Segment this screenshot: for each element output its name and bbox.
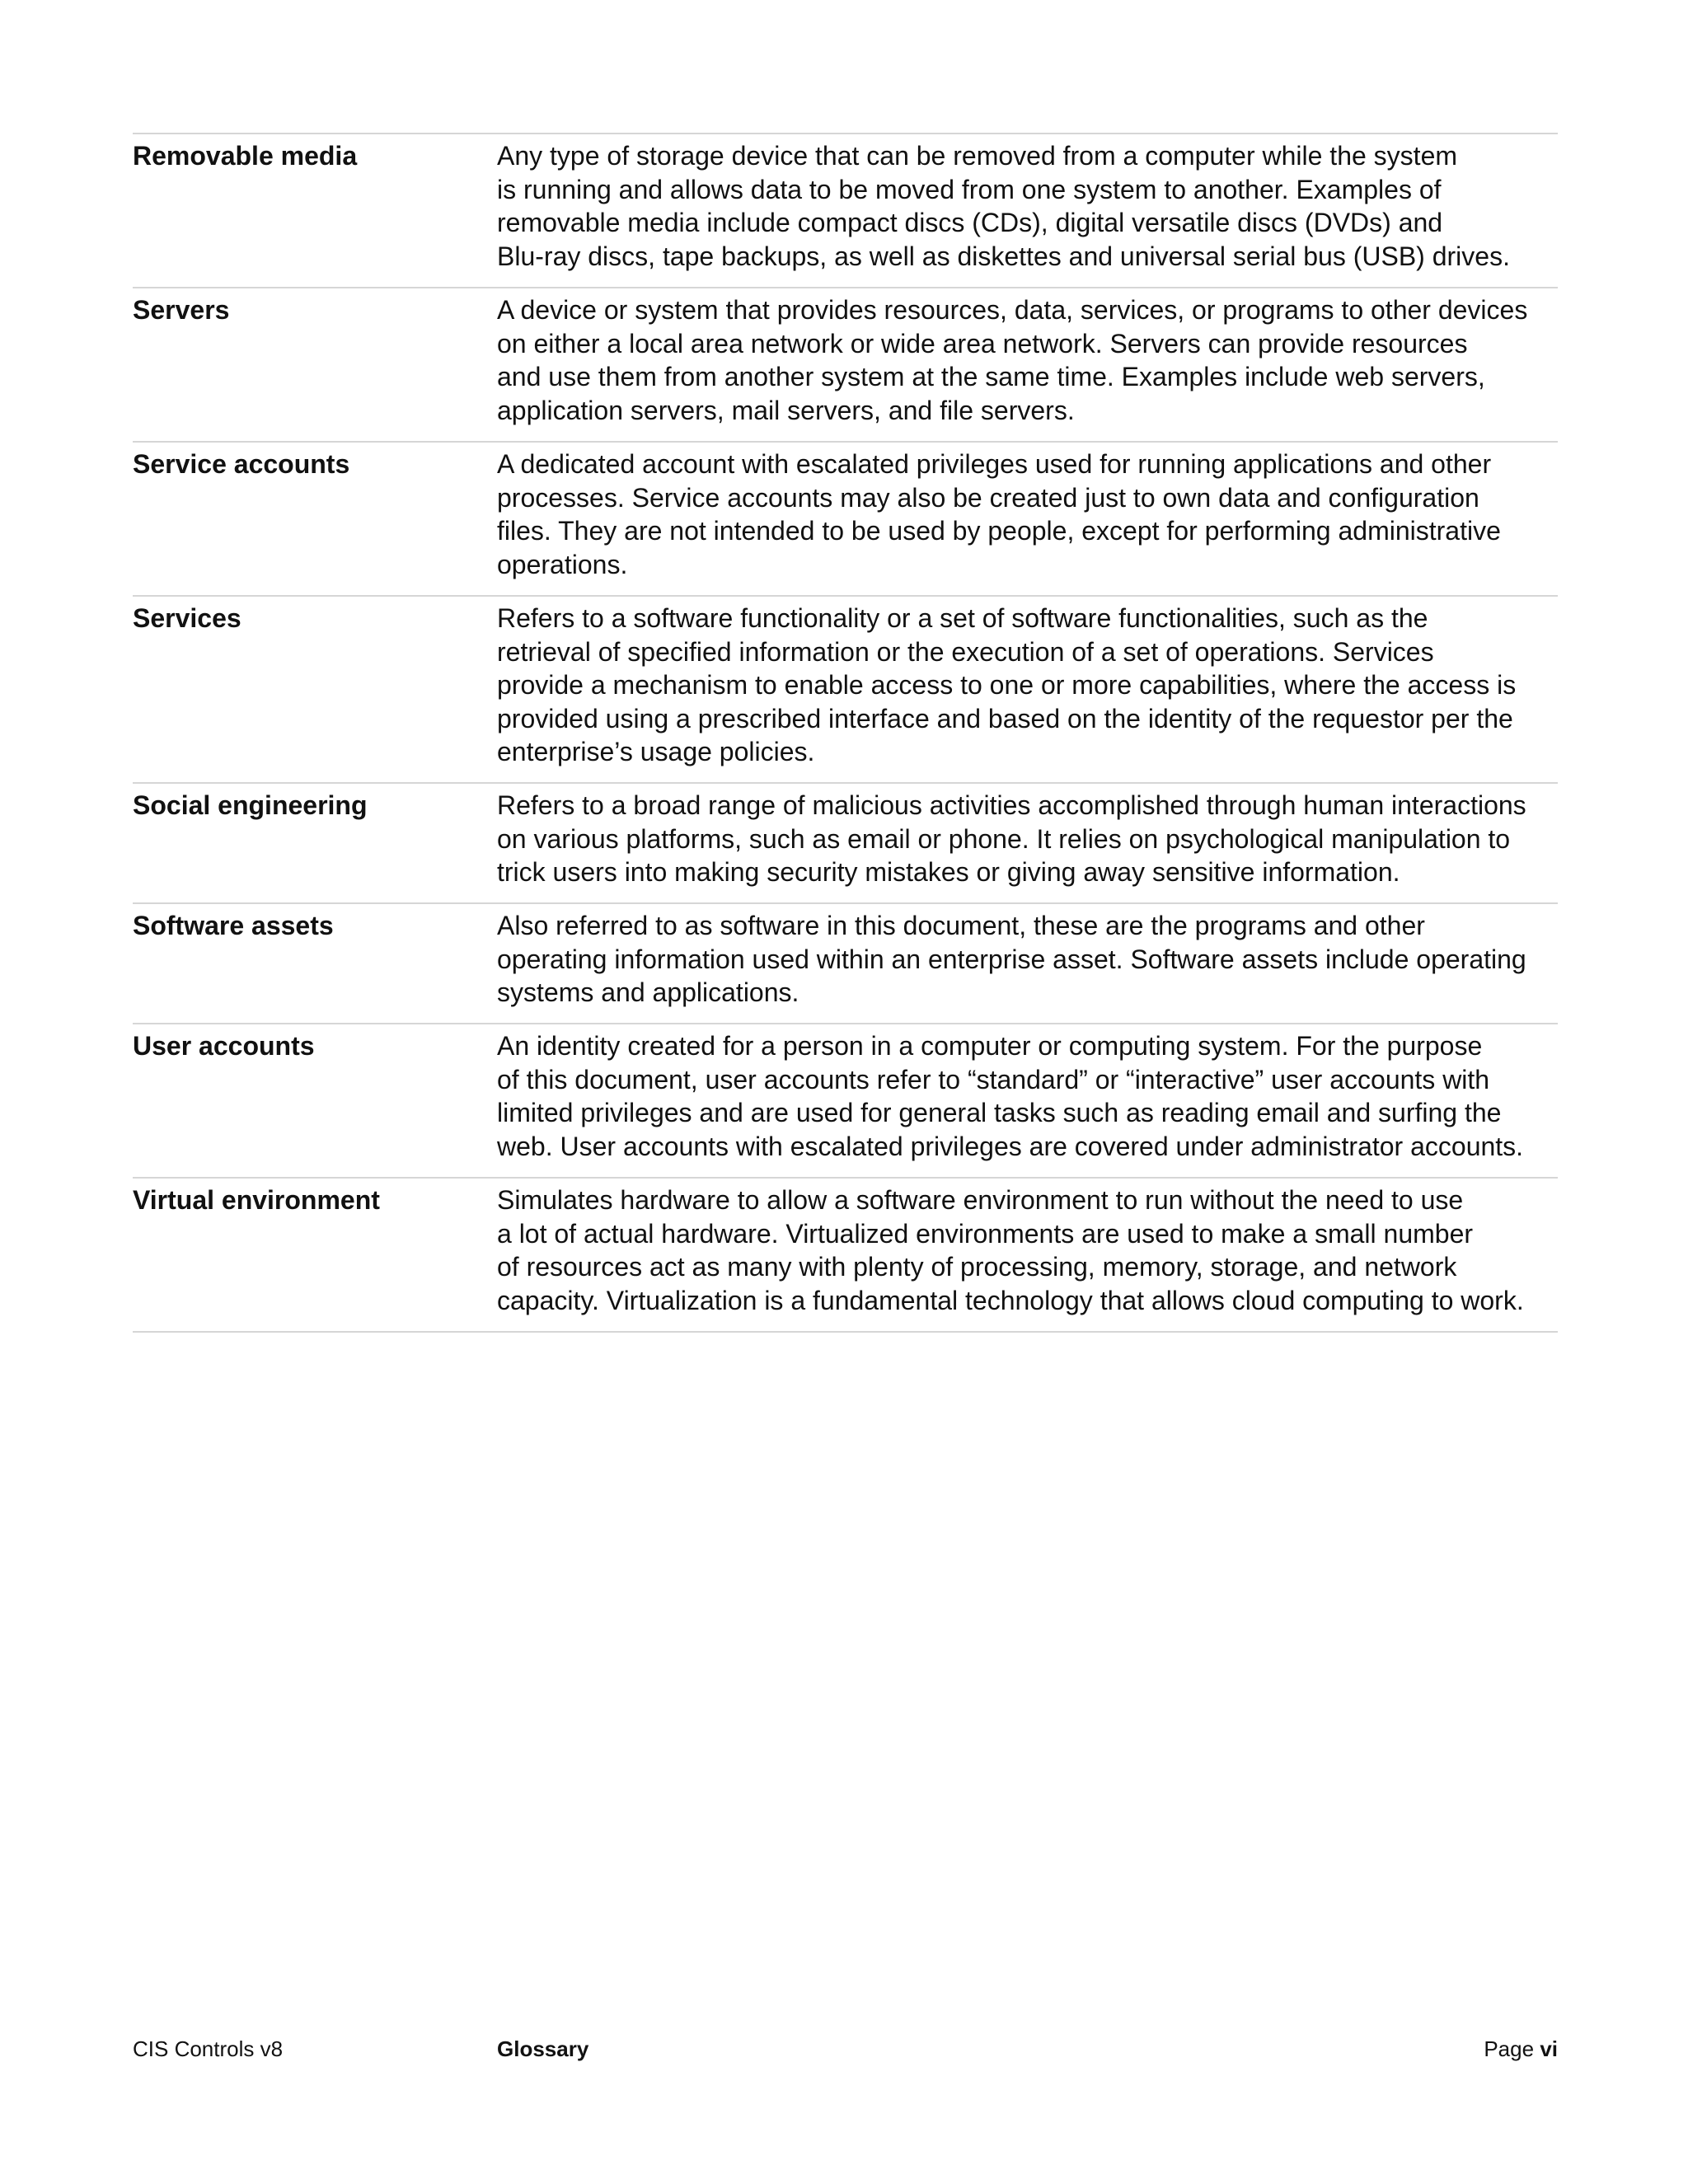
definition-line: application servers, mail servers, and file servers. bbox=[497, 395, 1075, 425]
definition-line: a lot of actual hardware. Virtualized environments are used to make a small number bbox=[497, 1218, 1474, 1249]
definition-line: of this document, user accounts refer to “standard” or “interactive” user accounts with bbox=[497, 1064, 1490, 1094]
definition-line: and use them from another system at the same time. Examples include web servers, bbox=[497, 362, 1485, 391]
footer-document-title: CIS Controls v8 bbox=[133, 2036, 284, 2061]
glossary-definition bbox=[497, 1029, 1558, 1177]
footer-page-label: Page bbox=[1484, 2036, 1535, 2061]
definition-line: capacity. Virtualization is a fundamental technology that allows cloud computing to work. bbox=[497, 1285, 1524, 1315]
definition-line: web. User accounts with escalated privileges are covered under administrator accounts. bbox=[497, 1131, 1524, 1161]
glossary-term: Services bbox=[133, 603, 241, 633]
definition-line: processes. Service accounts may also be created just to own data and configuration bbox=[497, 482, 1479, 513]
glossary-term: User accounts bbox=[133, 1031, 315, 1061]
glossary-definition bbox=[497, 602, 1558, 782]
definition-line: An identity created for a person in a computer or computing system. For the purpose bbox=[497, 1031, 1483, 1061]
footer-section-title: Glossary bbox=[497, 2036, 589, 2061]
glossary-definition bbox=[497, 293, 1558, 441]
definition-line: Also referred to as software in this document, these are the programs and other bbox=[497, 911, 1425, 940]
glossary-table bbox=[133, 133, 1558, 1333]
page-footer bbox=[133, 2032, 1558, 2065]
definition-line: retrieval of specified information or the execution of a set of operations. Services bbox=[497, 636, 1434, 667]
definition-line: of resources act as many with plenty of processing, memory, storage, and network bbox=[497, 1252, 1457, 1282]
definition-line: trick users into making security mistakes or giving away sensitive information. bbox=[497, 857, 1400, 887]
definition-line: provide a mechanism to enable access to one or more capabilities, where the access is bbox=[497, 670, 1517, 700]
glossary-definition bbox=[497, 909, 1558, 1023]
definition-line: enterprise’s usage policies. bbox=[497, 737, 815, 766]
definition-line: is running and allows data to be moved from one system to another. Examples of bbox=[497, 174, 1442, 204]
glossary-definition bbox=[497, 1183, 1558, 1331]
glossary-term: Software assets bbox=[133, 911, 334, 940]
glossary-entry bbox=[133, 288, 1558, 443]
glossary-definition bbox=[497, 448, 1558, 595]
glossary-entry bbox=[133, 1024, 1558, 1179]
definition-line: files. They are not intended to be used by people, except for performing administrative bbox=[497, 516, 1501, 546]
glossary-entry bbox=[133, 784, 1558, 904]
glossary-definition bbox=[497, 139, 1558, 287]
definition-line: Refers to a software functionality or a set of software functionalities, such as the bbox=[497, 603, 1428, 633]
glossary-term: Virtual environment bbox=[133, 1185, 380, 1215]
glossary-definition bbox=[497, 789, 1558, 902]
definition-line: Refers to a broad range of malicious activities accomplished through human interactions bbox=[497, 790, 1526, 820]
glossary-term: Social engineering bbox=[133, 790, 368, 820]
footer-page-number bbox=[1484, 2032, 1558, 2065]
definition-line: limited privileges and are used for general tasks such as reading email and surfing the bbox=[497, 1098, 1502, 1127]
glossary-entry bbox=[133, 1179, 1558, 1333]
definition-line: removable media include compact discs (CDs), digital versatile discs (DVDs) and bbox=[497, 208, 1443, 237]
definition-line: systems and applications. bbox=[497, 977, 799, 1007]
definition-line: Simulates hardware to allow a software environment to run without the need to use bbox=[497, 1185, 1464, 1215]
glossary-entry bbox=[133, 134, 1558, 288]
definition-line: A device or system that provides resources, data, services, or programs to other devices bbox=[497, 295, 1528, 325]
footer-page-value: vi bbox=[1540, 2036, 1558, 2061]
definition-line: Blu-ray discs, tape backups, as well as diskettes and universal serial bus (USB) drives. bbox=[497, 241, 1510, 271]
glossary-term: Servers bbox=[133, 295, 230, 325]
glossary-entry bbox=[133, 904, 1558, 1024]
glossary-entry bbox=[133, 443, 1558, 597]
definition-line: A dedicated account with escalated privileges used for running applications and other bbox=[497, 449, 1492, 479]
glossary-entry bbox=[133, 597, 1558, 784]
glossary-term: Service accounts bbox=[133, 449, 350, 479]
definition-line: on either a local area network or wide area network. Servers can provide resources bbox=[497, 328, 1468, 359]
glossary-term: Removable media bbox=[133, 141, 358, 171]
definition-line: operations. bbox=[497, 549, 628, 579]
definition-line: on various platforms, such as email or phone. It relies on psychological manipulation to bbox=[497, 823, 1511, 854]
definition-line: provided using a prescribed interface and based on the identity of the requestor per the bbox=[497, 703, 1513, 733]
definition-line: operating information used within an enterprise asset. Software assets include operating bbox=[497, 944, 1526, 974]
definition-line: Any type of storage device that can be removed from a computer while the system bbox=[497, 141, 1458, 171]
